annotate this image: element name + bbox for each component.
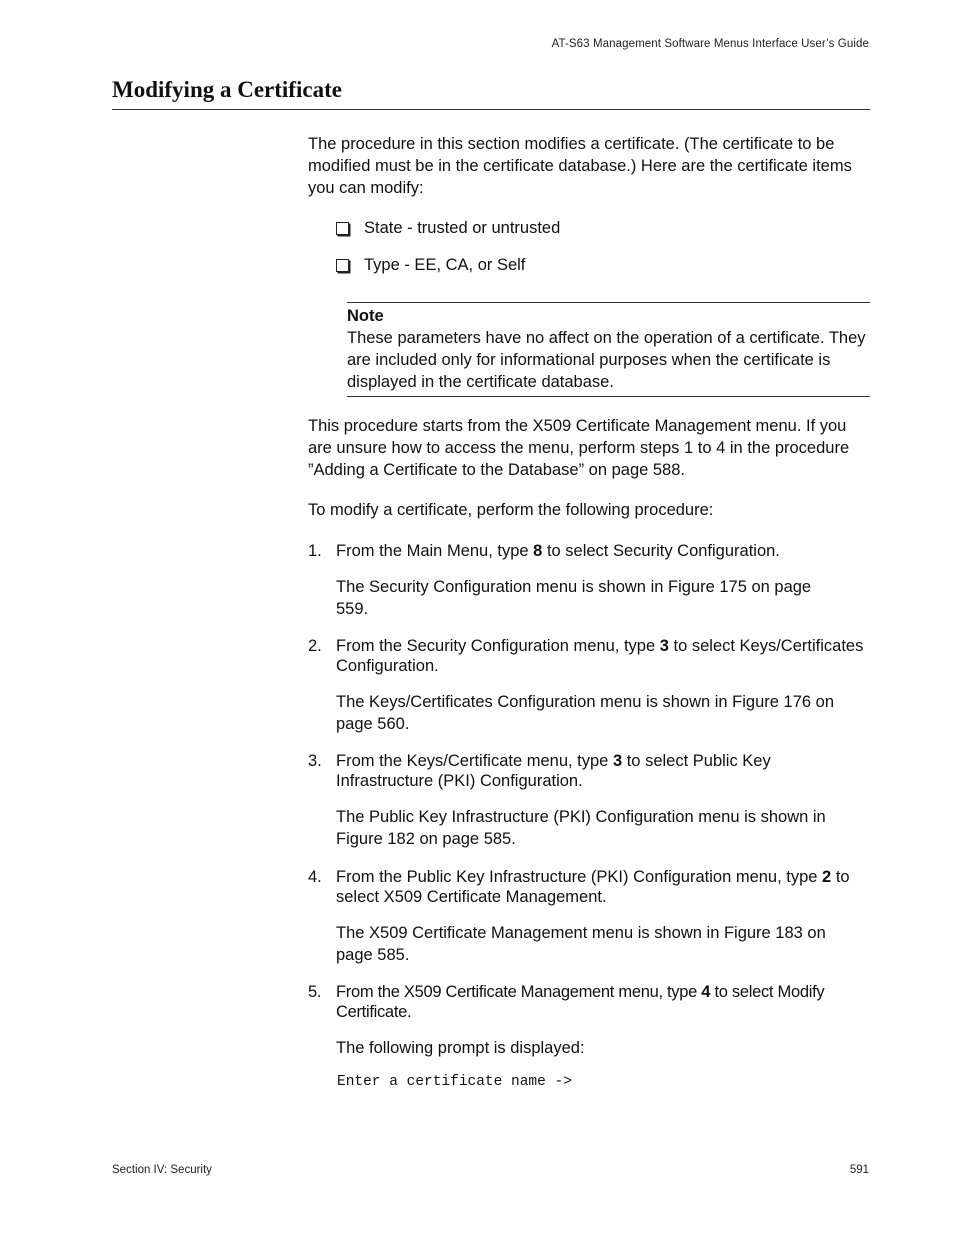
start-paragraph bbox=[308, 415, 870, 481]
note-label: Note bbox=[347, 307, 384, 325]
bullet-text: Type - EE, CA, or Self bbox=[364, 256, 526, 274]
step-result: The Security Configuration menu is shown in Figure 175 on page 559. bbox=[336, 578, 812, 618]
menu-key: 8 bbox=[533, 542, 543, 560]
title-divider bbox=[112, 109, 870, 110]
procedure-step bbox=[308, 982, 870, 1022]
procedure-intro-text: To modify a certificate, perform the following procedure: bbox=[308, 501, 714, 519]
procedure-step bbox=[308, 636, 870, 676]
step-text: From the Public Key Infrastructure (PKI) Configuration menu, type 2 to select X509 Certificate Management. bbox=[336, 868, 850, 906]
menu-key: 4 bbox=[701, 983, 711, 1001]
step-text: From the X509 Certificate Management menu, type 4 to select Modify Certificate. bbox=[336, 983, 825, 1021]
checkbox-bullet-icon bbox=[336, 259, 349, 272]
procedure-step bbox=[308, 541, 870, 561]
menu-key: 3 bbox=[659, 637, 669, 655]
note-box bbox=[347, 302, 870, 397]
step-text: From the Security Configuration menu, type 3 to select Keys/Certificates Configuration. bbox=[336, 637, 864, 675]
note-text: These parameters have no affect on the operation of a certificate. They are included only for informational purposes when the certificate is displayed in the certificate database. bbox=[347, 329, 866, 391]
procedure-intro bbox=[308, 499, 870, 521]
step-number: 3. bbox=[308, 752, 322, 770]
menu-key: 2 bbox=[822, 868, 832, 886]
running-header: AT-S63 Management Software Menus Interface User’s Guide bbox=[551, 38, 869, 50]
code-prompt: Enter a certificate name -> bbox=[337, 1074, 572, 1090]
checkbox-bullet-icon bbox=[336, 222, 349, 235]
menu-key: 3 bbox=[612, 752, 623, 770]
step-result: The Keys/Certificates Configuration menu is shown in Figure 176 on page 560. bbox=[336, 693, 835, 733]
step-result: The following prompt is displayed: bbox=[336, 1039, 585, 1057]
step-number: 1. bbox=[308, 542, 322, 560]
footer-section: Section IV: Security bbox=[112, 1164, 212, 1176]
section-title: Modifying a Certificate bbox=[112, 77, 342, 102]
start-text: This procedure starts from the X509 Certificate Management menu. If you are unsure how to access the menu, perform steps 1 to 4 in the procedure ”Adding a Certificate to the Database” on page 588. bbox=[308, 417, 850, 479]
intro-paragraph bbox=[308, 133, 870, 199]
step-result: The Public Key Infrastructure (PKI) Configuration menu is shown in Figure 182 on page 585. bbox=[336, 808, 826, 848]
step-number: 4. bbox=[308, 868, 322, 886]
procedure-step bbox=[308, 867, 870, 907]
bullet-item bbox=[336, 254, 525, 276]
procedure-step bbox=[308, 751, 870, 791]
page-number: 591 bbox=[849, 1164, 869, 1176]
step-result: The X509 Certificate Management menu is shown in Figure 183 on page 585. bbox=[336, 924, 826, 964]
bullet-text: State - trusted or untrusted bbox=[364, 219, 561, 237]
bullet-item bbox=[336, 217, 560, 239]
step-text: From the Main Menu, type 8 to select Security Configuration. bbox=[336, 542, 780, 560]
step-number: 5. bbox=[308, 983, 322, 1001]
step-text: From the Keys/Certificate menu, type 3 to select Public Key Infrastructure (PKI) Configuration. bbox=[336, 752, 771, 790]
intro-text: The procedure in this section modifies a certificate. (The certificate to be modified must be in the certificate database.) Here are the certificate items you can modify: bbox=[308, 135, 852, 197]
step-number: 2. bbox=[308, 637, 322, 655]
